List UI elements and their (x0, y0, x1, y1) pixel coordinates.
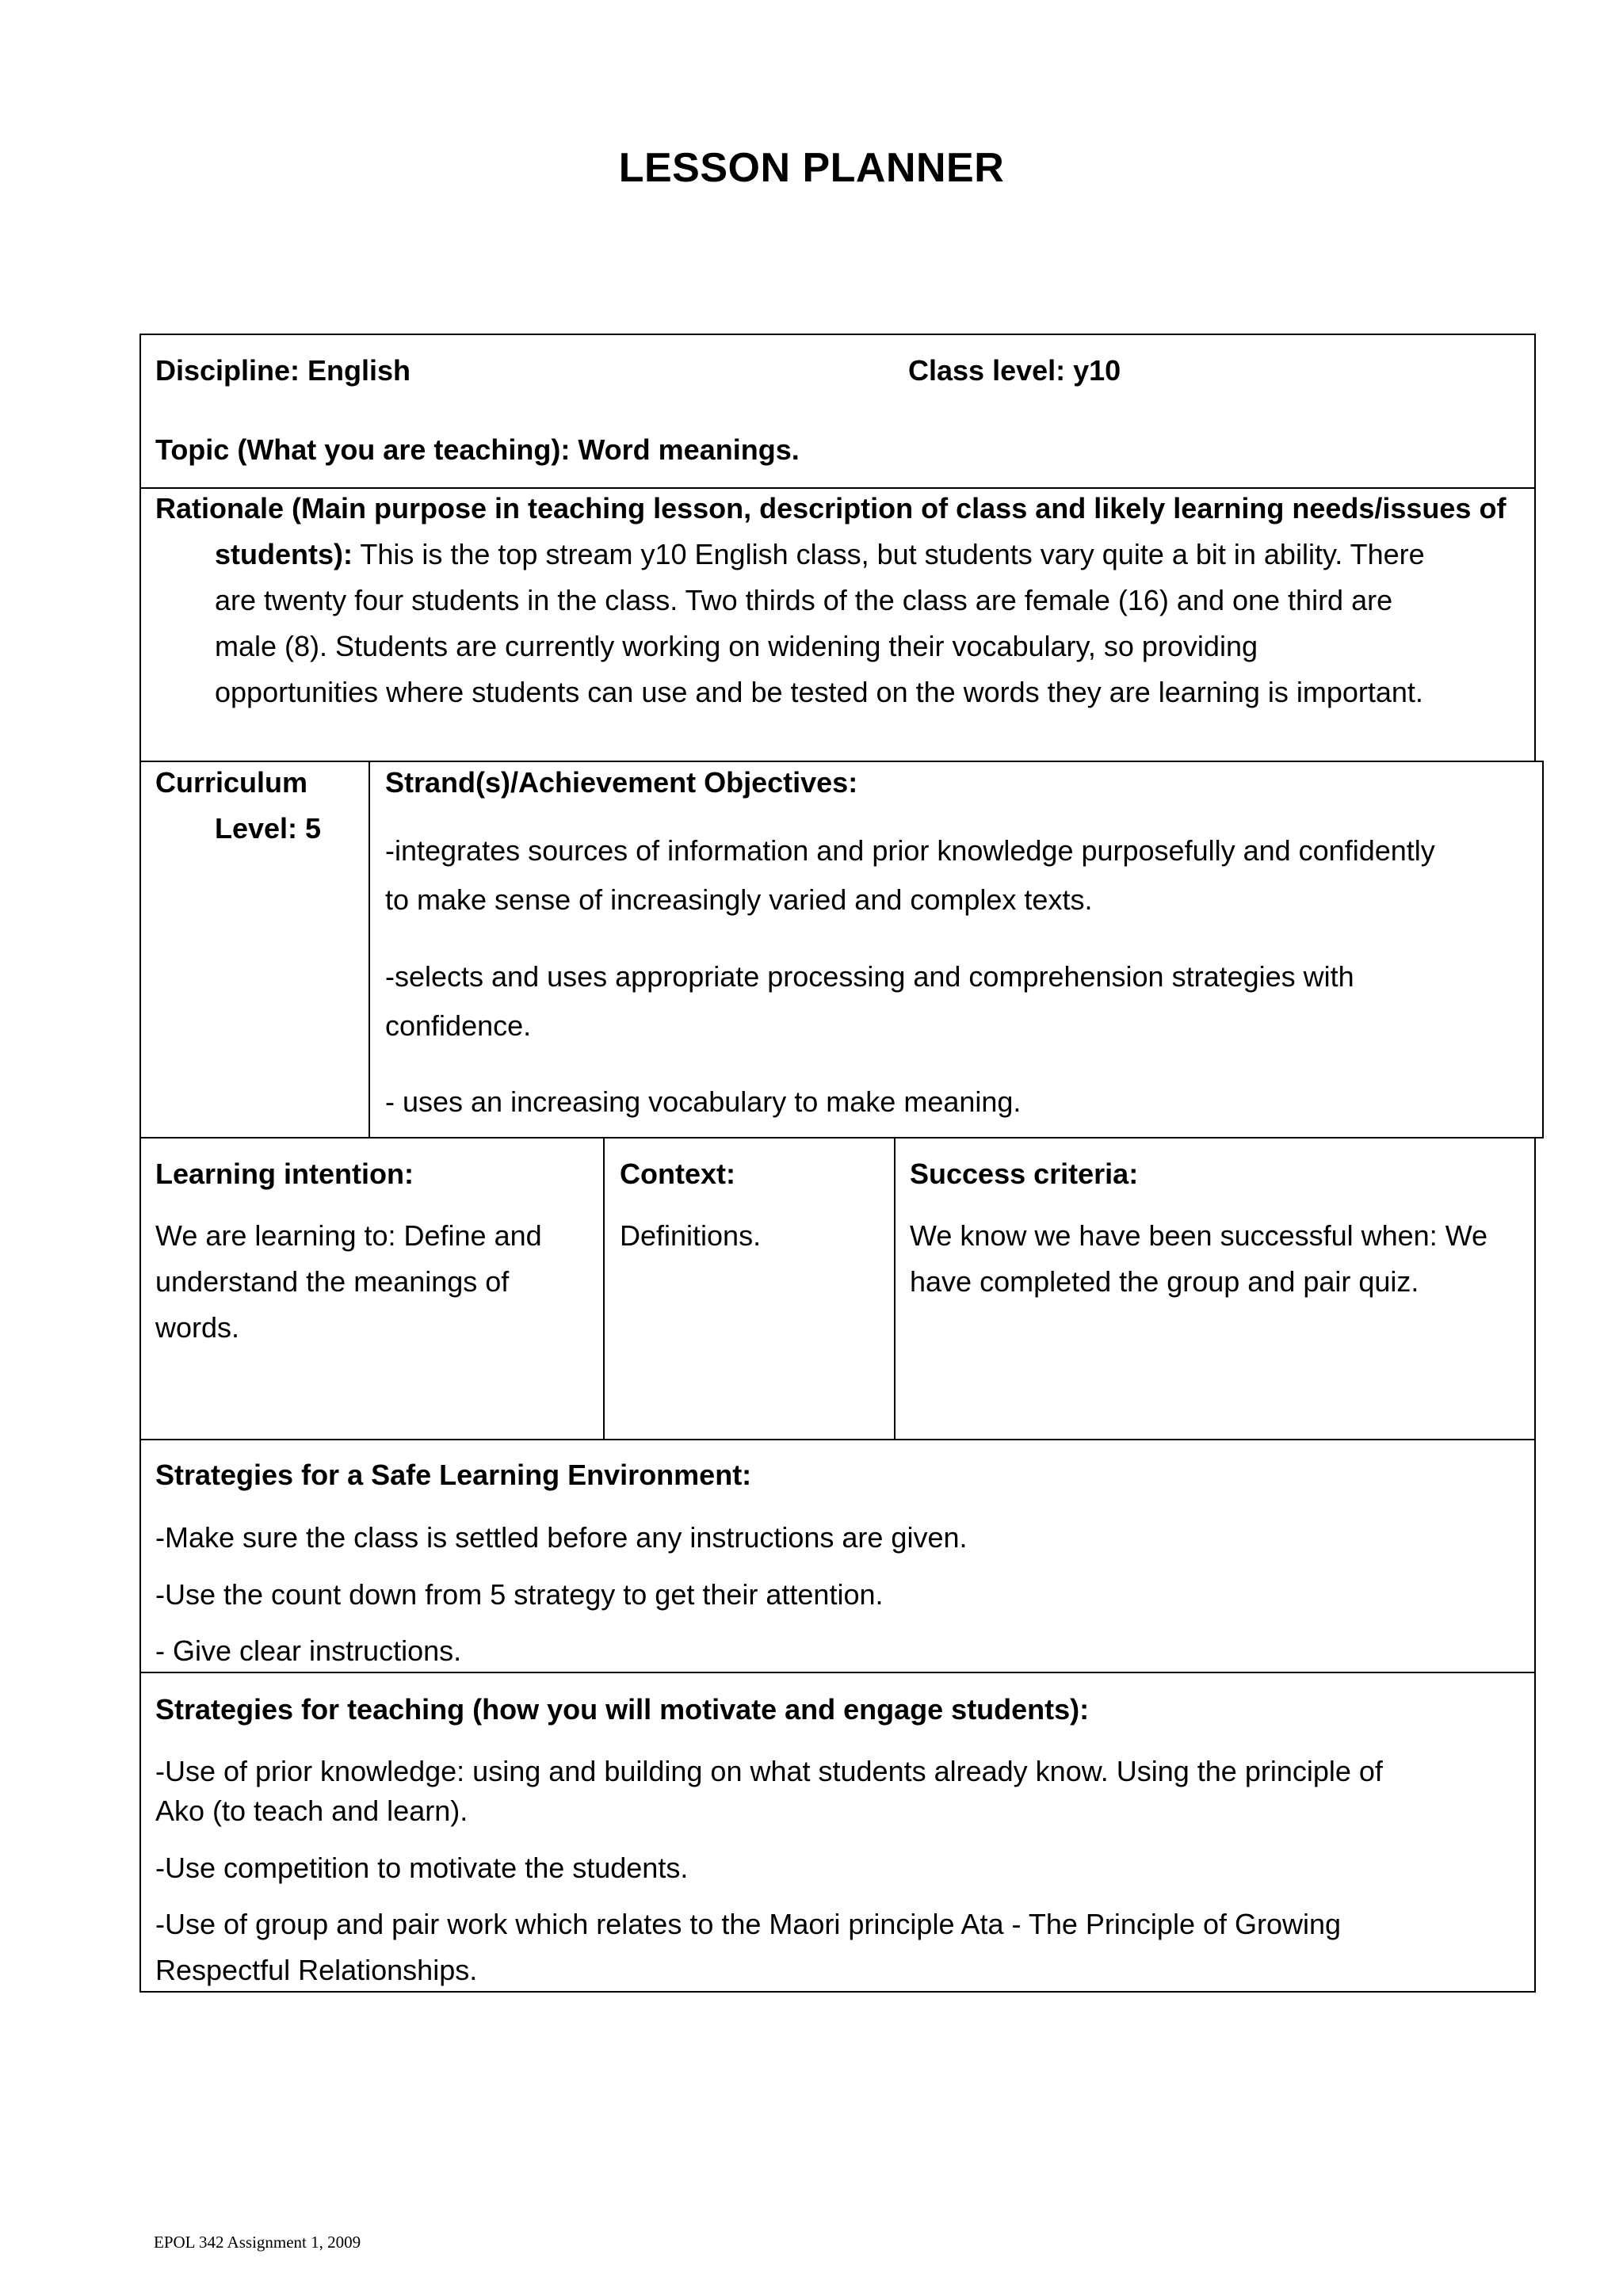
objectives-label: Strand(s)/Achievement Objectives: (385, 766, 858, 799)
objective-2-line-2: confidence. (385, 1009, 532, 1042)
learning-intention-line-1: We are learning to: Define and (155, 1219, 542, 1252)
curriculum-label: Curriculum (155, 766, 308, 799)
learning-intention-line-3: words. (155, 1311, 240, 1344)
rationale-label-cont: students): (215, 538, 353, 570)
context-label: Context: (620, 1158, 735, 1190)
rationale-line-2: are twenty four students in the class. Two thirds of the class are female (16) and one third are (215, 584, 1393, 616)
success-criteria-line-1: We know we have been successful when: We (910, 1219, 1488, 1252)
teaching-strategies-label: Strategies for teaching (how you will motivate and engage students): (155, 1693, 1090, 1726)
rationale-label: Rationale (Main purpose in teaching lesson, description of class and likely learning needs/issues of (155, 492, 1507, 524)
teaching-item-1-line-1: -Use of prior knowledge: using and building on what students already know. Using the principle of (155, 1755, 1383, 1787)
learning-intention-label: Learning intention: (155, 1158, 414, 1190)
intention-divider-1 (603, 1137, 605, 1440)
teaching-item-3-line-2: Respectful Relationships. (155, 1954, 478, 1986)
objective-3: - uses an increasing vocabulary to make meaning. (385, 1085, 1022, 1118)
learning-intention-line-2: understand the meanings of (155, 1265, 510, 1298)
intention-divider-2 (894, 1137, 896, 1440)
rationale-line-4: opportunities where students can use and be tested on the words they are learning is important. (215, 676, 1423, 708)
safe-environment-label: Strategies for a Safe Learning Environment: (155, 1459, 752, 1491)
safe-environment-item-2: -Use the count down from 5 strategy to get their attention. (155, 1578, 884, 1611)
curriculum-level: Level: 5 (215, 812, 322, 845)
success-criteria-line-2: have completed the group and pair quiz. (910, 1265, 1419, 1298)
safe-environment-item-1: -Make sure the class is settled before any instructions are given. (155, 1521, 968, 1554)
page-title: LESSON PLANNER (618, 145, 1005, 191)
rationale-line-3: male (8). Students are currently working on widening their vocabulary, so providing (215, 630, 1258, 662)
teaching-item-1-line-2: Ako (to teach and learn). (155, 1794, 468, 1827)
rationale-text-1: This is the top stream y10 English class, but students vary quite a bit in ability. There (353, 538, 1425, 570)
rationale-section (139, 487, 1536, 762)
safe-environment-item-3: - Give clear instructions. (155, 1634, 462, 1667)
rationale-line-1 (215, 536, 1425, 574)
objective-2-line-1: -selects and uses appropriate processing and comprehension strategies with (385, 960, 1354, 993)
class-level-label: Class level: y10 (908, 354, 1121, 387)
success-criteria-label: Success criteria: (910, 1158, 1139, 1190)
teaching-item-2: -Use competition to motivate the students. (155, 1852, 689, 1884)
footer-text: EPOL 342 Assignment 1, 2009 (154, 2233, 361, 2252)
objective-1-line-2: to make sense of increasingly varied and complex texts. (385, 883, 1093, 916)
topic-label: Topic (What you are teaching): Word meanings. (155, 433, 800, 466)
curriculum-section (139, 761, 1544, 1138)
teaching-item-3-line-1: -Use of group and pair work which relates to the Maori principle Ata - The Principle of Growing (155, 1908, 1342, 1940)
objective-1-line-1: -integrates sources of information and prior knowledge purposefully and confidently (385, 834, 1435, 867)
discipline-label: Discipline: English (155, 354, 411, 387)
context-text: Definitions. (620, 1219, 762, 1252)
curriculum-divider (369, 761, 370, 1138)
